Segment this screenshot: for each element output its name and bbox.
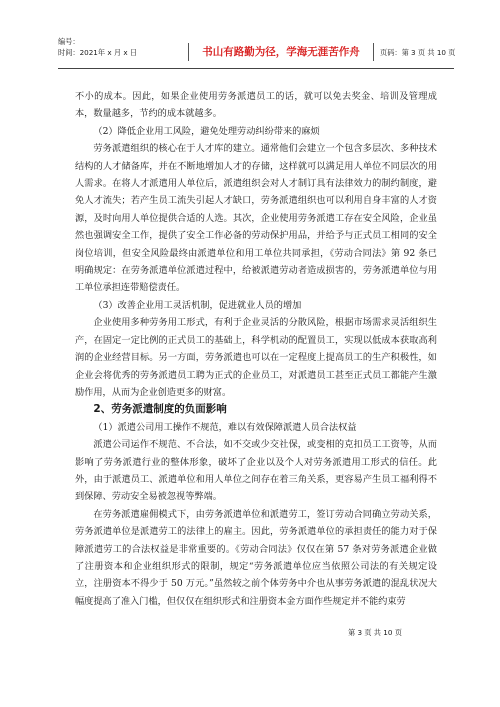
header-meta (58, 36, 178, 58)
section-heading: 2、劳务派遣制度的负面影响 (93, 403, 227, 416)
paragraph: 派遣公司运作不规范、不合法，如不交或少交社保，或变相的克扣员工工资等，从而影响了劳务派遣行业的整体形象，破坏了企业以及个人对劳务派遣用工形式的信任。此外，由于派遣员工、派遣单位和用人单位之间存在着三角关系，更容易产生员工福利得不到保障、劳动安全易被忽视等弊端。 (75, 439, 437, 503)
document-time: 时间：2021年 x 月 x 日 (58, 48, 138, 57)
subheading: （1）派遣公司用工操作不规范，难以有效保障派遣人员合法权益 (93, 421, 357, 433)
subheading: （3）改善企业用工灵活机制，促进就业人员的增加 (93, 299, 302, 311)
document-number-label: 编号： (58, 37, 80, 46)
subheading: （2）降低企业用工风险，避免处理劳动纠纷带来的麻烦 (93, 125, 320, 137)
header-motto: 书山有路勤为径，学海无涯苦作舟 (188, 43, 374, 61)
paragraph: 企业使用多种劳务用工形式，有利于企业灵活的分散风险，根据市场需求灵活组织生产，在固定一定比例的正式员工的基础上，科学机动的配置员工，实现以低成本获取高利润的企业经营目标。另一方面，劳务派遣也可以在一定程度上提高员工的生产积极性，如企业会将优秀的劳务派遣员工聘为正式的企业员工，对派遣员工甚至正式员工都能产生激励作用，从而为企业创造更多的财富。 (75, 317, 437, 398)
document-body (75, 88, 437, 610)
header-page-info: 页码：第 3 页 共 10 页 (380, 48, 456, 57)
page-footer: 第 3 页 共 10 页 (348, 628, 402, 637)
paragraph: 劳务派遣组织的核心在于人才库的建立。通常他们会建立一个包含多层次、多种技术结构的人才储备库，并在不断地增加人才的存储，这样就可以满足用人单位不同层次的用人需求。在将人才派遣用人单位后，派遣组织会对人才制订具有法律效力的制约制度，避免人才流失；若产生员工流失引起人才缺口，劳务派遣组织也可以利用自身丰富的人才资源，及时向用人单位提供合适的人选。其次，企业使用劳务派遣工存在安全风险，企业虽然也强调安全工作，提供了安全工作必备的劳动保护用品，并给予与正式员工相同的安全岗位培训，但安全风险最终由派遣单位和用工单位共同承担，《劳动合同法》第 92 条已明确规定：在劳务派遣单位派遣过程中，给被派遣劳动者造成损害的，劳务派遣单位与用工单位承担连带赔偿责任。 (75, 143, 437, 294)
paragraph: 不小的成本。因此，如果企业使用劳务派遣员工的话，就可以免去奖金、培训及管理成本，数量越多，节约的成本就越多。 (75, 91, 437, 120)
page-header (58, 36, 454, 69)
paragraph: 在劳务派遣雇佣模式下，由劳务派遣单位和派遣劳工，签订劳动合同确立劳动关系，劳务派遣单位是派遣劳工的法律上的雇主。因此，劳务派遣单位的承担责任的能力对于保障派遣劳工的合法权益是非常重要的。《劳动合同法》仅仅在第 57 条对劳务派遣企业做了注册资本和企业组织形式的限制，规定“劳务派遣单位应当依照公司法的有关规定设立，注册资本不得少于 50 万元。”虽然较之前个体劳务中介也从事劳务派遣的混乱状况大幅度提高了准入门槛，但仅仅在组织形式和注册资本金方面作些规定并不能约束劳 (75, 508, 437, 607)
